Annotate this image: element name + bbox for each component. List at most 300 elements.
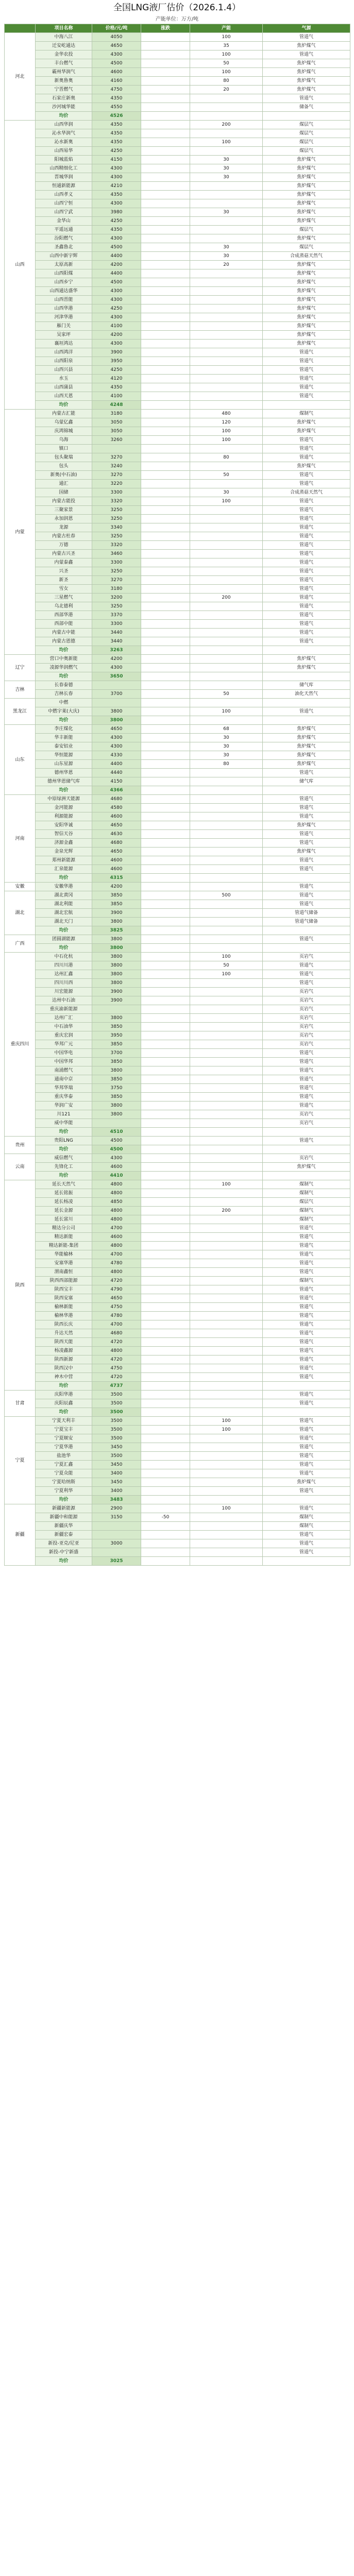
gas-source-cell: 管道气 <box>263 1461 350 1469</box>
average-row <box>5 1382 350 1391</box>
price-cell: 4350 <box>92 129 141 138</box>
capacity-cell: 500 <box>190 891 263 900</box>
price-cell: 4600 <box>92 68 141 77</box>
capacity-cell: 100 <box>190 33 263 42</box>
gas-source-cell: 管道气 <box>263 480 350 488</box>
gas-source-cell: 管道气 <box>263 550 350 558</box>
project-name-cell: 中原绿洲天能源 <box>36 795 92 804</box>
gas-source-cell: 管道气 <box>263 769 350 777</box>
project-name-cell: 新圣 <box>36 576 92 585</box>
gas-source-cell: 管道气 <box>263 1504 350 1513</box>
gas-source-cell: 管道气 <box>263 392 350 401</box>
table-row <box>5 523 350 532</box>
price-cell: 4400 <box>92 760 141 769</box>
capacity-cell <box>190 1347 263 1355</box>
table-row <box>5 751 350 760</box>
gas-source-cell: 管道气 <box>263 1391 350 1399</box>
project-name-cell: 永加润恩 <box>36 515 92 523</box>
gas-source-cell: 焦炉煤气 <box>263 261 350 269</box>
change-cell <box>141 760 190 769</box>
change-cell <box>141 304 190 313</box>
capacity-cell <box>190 935 263 944</box>
change-cell <box>141 1066 190 1075</box>
capacity-cell <box>190 1058 263 1066</box>
price-cell: 3180 <box>92 410 141 418</box>
change-cell <box>141 672 190 681</box>
unit-note: 产能单位：万方/吨 <box>155 16 199 22</box>
price-cell: 4680 <box>92 795 141 804</box>
price-cell: 3900 <box>92 348 141 357</box>
gas-source-cell: 煤层气 <box>263 121 350 129</box>
capacity-cell <box>190 480 263 488</box>
table-row <box>5 1338 350 1347</box>
table-row <box>5 1154 350 1163</box>
gas-source-cell: 焦炉煤气 <box>263 287 350 296</box>
price-cell: 4600 <box>92 856 141 865</box>
change-cell <box>141 839 190 848</box>
project-name-cell: 丰台燃气 <box>36 59 92 68</box>
price-cell <box>92 1522 141 1531</box>
table-row <box>5 173 350 182</box>
price-cell: 4250 <box>92 217 141 226</box>
project-name-cell: 乌海 <box>36 436 92 445</box>
project-name-cell: 新奥(中石油) <box>36 471 92 480</box>
change-cell <box>141 331 190 340</box>
gas-source-cell: 管道气 <box>263 611 350 620</box>
table-row <box>5 1461 350 1469</box>
change-cell <box>141 935 190 944</box>
price-cell: 3850 <box>92 1075 141 1084</box>
capacity-cell <box>190 1040 263 1049</box>
change-cell <box>141 94 190 103</box>
table-row <box>5 856 350 865</box>
capacity-cell <box>190 550 263 558</box>
change-cell <box>141 1496 190 1504</box>
table-row <box>5 234 350 243</box>
table-row <box>5 1066 350 1075</box>
capacity-cell <box>190 1391 263 1399</box>
table-row <box>5 488 350 497</box>
project-name-cell: 迁安屹通达 <box>36 42 92 50</box>
table-row <box>5 418 350 427</box>
change-cell <box>141 1005 190 1014</box>
change-cell <box>141 77 190 86</box>
gas-source-cell: 管道气 <box>263 453 350 462</box>
gas-source-cell: 焦炉煤气 <box>263 340 350 348</box>
gas-source-cell: 焦炉煤气 <box>263 164 350 173</box>
table-row <box>5 1233 350 1242</box>
gas-source-cell: 管道气 <box>263 1049 350 1058</box>
capacity-cell: 30 <box>190 173 263 182</box>
capacity-cell <box>190 883 263 891</box>
change-cell <box>141 138 190 147</box>
project-name-cell: 精达分公司 <box>36 1224 92 1233</box>
capacity-cell <box>190 1277 263 1285</box>
price-cell: 3300 <box>92 620 141 629</box>
table-row <box>5 1320 350 1329</box>
table-row <box>5 1224 350 1233</box>
table-row <box>5 243 350 252</box>
capacity-cell <box>190 944 263 953</box>
change-cell <box>141 970 190 979</box>
project-name-cell: 陕西长庆 <box>36 1320 92 1329</box>
gas-source-cell: 管道气 <box>263 1443 350 1452</box>
change-cell <box>141 637 190 646</box>
table-row <box>5 1093 350 1101</box>
capacity-cell <box>190 217 263 226</box>
change-cell: -50 <box>141 1513 190 1522</box>
table-row <box>5 50 350 59</box>
price-cell: 4850 <box>92 1198 141 1207</box>
price-cell: 3850 <box>92 1093 141 1101</box>
price-cell: 4500 <box>92 278 141 287</box>
change-cell <box>141 777 190 786</box>
capacity-cell <box>190 94 263 103</box>
change-cell <box>141 348 190 357</box>
gas-source-cell: 煤层气 <box>263 1198 350 1207</box>
price-cell <box>92 445 141 453</box>
gas-source-cell: 管道气 <box>263 33 350 42</box>
gas-source-cell: 管道气 <box>263 1539 350 1548</box>
project-name-cell: 乌北德利 <box>36 602 92 611</box>
change-cell <box>141 1163 190 1172</box>
capacity-cell <box>190 558 263 567</box>
price-cell: 4750 <box>92 1303 141 1312</box>
price-cell <box>92 681 141 690</box>
change-cell <box>141 523 190 532</box>
capacity-cell <box>190 340 263 348</box>
table-row <box>5 1110 350 1119</box>
capacity-cell <box>190 523 263 532</box>
table-row <box>5 331 350 340</box>
price-cell: 4800 <box>92 1180 141 1189</box>
project-name-cell: 山西宁恒 <box>36 199 92 208</box>
table-row <box>5 357 350 366</box>
capacity-cell <box>190 1531 263 1539</box>
table-row <box>5 1539 350 1548</box>
table-row <box>5 883 350 891</box>
change-cell <box>141 471 190 480</box>
table-row <box>5 340 350 348</box>
price-cell: 4630 <box>92 830 141 839</box>
price-cell: 4300 <box>92 313 141 322</box>
project-name-cell: 均价 <box>36 1408 92 1417</box>
capacity-cell: 50 <box>190 59 263 68</box>
change-cell <box>141 453 190 462</box>
gas-source-cell: 煤层气 <box>263 243 350 252</box>
capacity-cell <box>190 637 263 646</box>
capacity-cell <box>190 269 263 278</box>
project-name-cell: 德州华恩储气库 <box>36 777 92 786</box>
gas-source-cell: 管道气 <box>263 1294 350 1303</box>
capacity-cell: 100 <box>190 68 263 77</box>
price-cell: 3800 <box>92 716 141 725</box>
project-name-cell: 长春泰德 <box>36 681 92 690</box>
project-name-cell: 汾阳燃气 <box>36 234 92 243</box>
project-name-cell: 山西易华 <box>36 147 92 156</box>
gas-source-cell: 煤制气 <box>263 1277 350 1285</box>
gas-source-cell: 页岩气 <box>263 953 350 961</box>
gas-source-cell: 管道气 <box>263 1434 350 1443</box>
capacity-cell <box>190 1522 263 1531</box>
change-cell <box>141 1548 190 1557</box>
table-row <box>5 1355 350 1364</box>
price-cell <box>92 1005 141 1014</box>
price-cell: 3450 <box>92 1461 141 1469</box>
price-cell: 4600 <box>92 1233 141 1242</box>
gas-source-cell: 管道气 <box>263 594 350 602</box>
change-cell <box>141 725 190 734</box>
project-name-cell: 中海八江 <box>36 33 92 42</box>
price-cell: 4300 <box>92 234 141 243</box>
project-name-cell: 延长杨凌 <box>36 1198 92 1207</box>
capacity-cell <box>190 1355 263 1364</box>
average-row <box>5 1496 350 1504</box>
project-name-cell: 德州华恩 <box>36 769 92 777</box>
gas-source-cell <box>263 786 350 795</box>
table-row <box>5 1242 350 1250</box>
capacity-cell <box>190 383 263 392</box>
table-row <box>5 304 350 313</box>
price-cell: 4650 <box>92 42 141 50</box>
price-cell: 3500 <box>92 1408 141 1417</box>
gas-source-cell <box>263 1408 350 1417</box>
capacity-cell <box>190 769 263 777</box>
table-row <box>5 629 350 637</box>
gas-source-cell: 管道气 <box>263 357 350 366</box>
capacity-cell <box>190 900 263 909</box>
project-name-cell: 精达新能-集团 <box>36 1242 92 1250</box>
change-cell <box>141 961 190 970</box>
gas-source-cell: 煤制气 <box>263 410 350 418</box>
project-name-cell: 华恒能源 <box>36 751 92 760</box>
price-cell: 4120 <box>92 375 141 383</box>
average-row <box>5 1128 350 1137</box>
change-cell <box>141 243 190 252</box>
change-cell <box>141 874 190 883</box>
gas-source-cell: 管道气 <box>263 1312 350 1320</box>
price-cell: 3050 <box>92 418 141 427</box>
project-name-cell: 内蒙古能投 <box>36 497 92 506</box>
project-name-cell: 兴圣 <box>36 567 92 576</box>
gas-source-cell: 焦炉煤气 <box>263 664 350 672</box>
project-name-cell: 山西乡宁 <box>36 278 92 287</box>
project-name-cell: 郑州新能源 <box>36 856 92 865</box>
price-cell: 4737 <box>92 1382 141 1391</box>
change-cell <box>141 147 190 156</box>
gas-source-cell <box>263 944 350 953</box>
price-cell: 4790 <box>92 1285 141 1294</box>
price-cell: 3500 <box>92 1399 141 1408</box>
change-cell <box>141 418 190 427</box>
price-cell: 4300 <box>92 50 141 59</box>
project-name-cell: 先锋化工 <box>36 1163 92 1172</box>
table-row <box>5 226 350 234</box>
capacity-cell: 100 <box>190 427 263 436</box>
project-name-cell: 华能榆林 <box>36 1250 92 1259</box>
change-cell <box>141 1355 190 1364</box>
gas-source-cell: 煤制气 <box>263 1189 350 1198</box>
price-cell: 4200 <box>92 331 141 340</box>
gas-source-cell: 储备气 <box>263 103 350 112</box>
project-name-cell: 恒通新能源 <box>36 182 92 191</box>
price-cell: 4510 <box>92 1128 141 1137</box>
change-cell <box>141 594 190 602</box>
change-cell <box>141 1093 190 1101</box>
project-name-cell: 威信燃气 <box>36 1154 92 1163</box>
gas-source-cell: 煤层气 <box>263 138 350 147</box>
table-header-row <box>5 24 350 33</box>
capacity-cell <box>190 1373 263 1382</box>
capacity-cell <box>190 602 263 611</box>
table-row <box>5 760 350 769</box>
gas-source-cell <box>263 401 350 410</box>
gas-source-cell: 煤层气 <box>263 147 350 156</box>
project-name-cell: 山西阳泉 <box>36 357 92 366</box>
capacity-cell <box>190 996 263 1005</box>
table-row <box>5 383 350 392</box>
capacity-cell <box>190 1189 263 1198</box>
gas-source-cell: 焦炉煤气 <box>263 296 350 304</box>
capacity-cell <box>190 620 263 629</box>
price-cell: 4720 <box>92 1338 141 1347</box>
project-name-cell: 山西通达盛华 <box>36 287 92 296</box>
gas-source-cell: 焦炉煤气 <box>263 742 350 751</box>
project-name-cell: 内蒙古兴圣 <box>36 550 92 558</box>
price-cell: 3850 <box>92 891 141 900</box>
capacity-cell: 68 <box>190 725 263 734</box>
table-row <box>5 1101 350 1110</box>
table-row <box>5 1391 350 1399</box>
price-cell: 3220 <box>92 480 141 488</box>
price-cell: 3800 <box>92 918 141 926</box>
table-row <box>5 269 350 278</box>
project-name-cell: 湖北天门 <box>36 918 92 926</box>
capacity-cell: 30 <box>190 751 263 760</box>
price-cell: 4300 <box>92 742 141 751</box>
capacity-cell <box>190 1338 263 1347</box>
gas-source-cell: 煤制气 <box>263 1215 350 1224</box>
capacity-cell: 100 <box>190 50 263 59</box>
capacity-cell <box>190 1093 263 1101</box>
table-row <box>5 620 350 629</box>
gas-source-cell: 页岩气 <box>263 1014 350 1023</box>
table-row <box>5 1014 350 1023</box>
price-cell: 4400 <box>92 252 141 261</box>
province-cell: 贵州 <box>5 1137 36 1154</box>
table-row <box>5 208 350 217</box>
price-cell: 4600 <box>92 812 141 821</box>
price-cell: 3300 <box>92 488 141 497</box>
project-name-cell: 襄垣鸿达 <box>36 340 92 348</box>
price-cell: 3500 <box>92 1391 141 1399</box>
table-row <box>5 830 350 839</box>
gas-source-cell: 管道气 <box>263 1268 350 1277</box>
change-cell <box>141 1338 190 1347</box>
project-name-cell: 山西蒲县 <box>36 383 92 392</box>
capacity-cell <box>190 1163 263 1172</box>
price-cell: 4150 <box>92 777 141 786</box>
col-header-price: 价格/元/吨 <box>92 24 141 33</box>
change-cell <box>141 690 190 699</box>
table-row <box>5 1452 350 1461</box>
gas-source-cell <box>263 1382 350 1391</box>
capacity-cell: 30 <box>190 164 263 173</box>
change-cell <box>141 944 190 953</box>
table-row <box>5 68 350 77</box>
capacity-cell <box>190 541 263 550</box>
change-cell <box>141 979 190 988</box>
gas-source-cell <box>263 926 350 935</box>
gas-source-cell: 焦炉煤气 <box>263 848 350 856</box>
price-cell: 3900 <box>92 996 141 1005</box>
table-row <box>5 1329 350 1338</box>
province-cell: 宁夏 <box>5 1417 36 1504</box>
price-cell: 3825 <box>92 926 141 935</box>
change-cell <box>141 550 190 558</box>
project-name-cell: 神木中营 <box>36 1373 92 1382</box>
table-row <box>5 1058 350 1066</box>
change-cell <box>141 515 190 523</box>
change-cell <box>141 401 190 410</box>
gas-source-cell: 煤制气 <box>263 1180 350 1189</box>
table-row <box>5 602 350 611</box>
gas-source-cell: 管道气储备 <box>263 909 350 918</box>
project-name-cell: 华丰新能 <box>36 734 92 742</box>
table-row <box>5 1548 350 1557</box>
capacity-cell: 30 <box>190 742 263 751</box>
capacity-cell <box>190 1128 263 1137</box>
project-name-cell: 重庆宏润 <box>36 1031 92 1040</box>
capacity-cell <box>190 1408 263 1417</box>
price-cell: 3980 <box>92 208 141 217</box>
change-cell <box>141 1128 190 1137</box>
table-row <box>5 970 350 979</box>
gas-source-cell: 焦炉煤气 <box>263 462 350 471</box>
price-cell: 4780 <box>92 1312 141 1320</box>
change-cell <box>141 1478 190 1487</box>
gas-source-cell: 焦炉煤气 <box>263 734 350 742</box>
table-row <box>5 1513 350 1522</box>
table-row <box>5 541 350 550</box>
change-cell <box>141 226 190 234</box>
capacity-cell <box>190 874 263 883</box>
capacity-cell <box>190 366 263 375</box>
price-cell: 4250 <box>92 147 141 156</box>
capacity-cell <box>190 1469 263 1478</box>
capacity-cell <box>190 1172 263 1180</box>
table-row <box>5 690 350 699</box>
project-name-cell: 湖北宏航 <box>36 909 92 918</box>
gas-source-cell: 页岩气 <box>263 1005 350 1014</box>
table-row <box>5 1443 350 1452</box>
table-row <box>5 182 350 191</box>
gas-source-cell <box>263 1557 350 1566</box>
gas-source-cell: 焦炉煤气 <box>263 1478 350 1487</box>
price-cell: 3340 <box>92 523 141 532</box>
table-row <box>5 812 350 821</box>
change-cell <box>141 883 190 891</box>
price-cell: 3650 <box>92 672 141 681</box>
price-cell: 4440 <box>92 769 141 777</box>
price-cell: 4200 <box>92 883 141 891</box>
change-cell <box>141 1364 190 1373</box>
project-name-cell: 利源能源 <box>36 812 92 821</box>
price-cell: 4200 <box>92 261 141 269</box>
capacity-cell <box>190 1539 263 1548</box>
price-cell: 3025 <box>92 1557 141 1566</box>
price-cell: 4050 <box>92 33 141 42</box>
